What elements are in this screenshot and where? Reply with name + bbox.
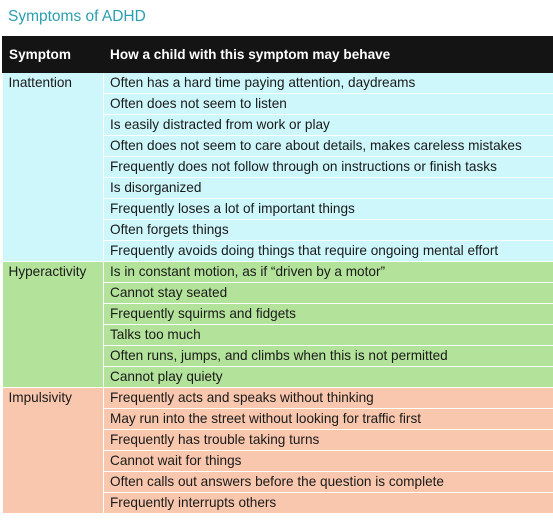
header-symptom: Symptom	[3, 37, 104, 73]
symptoms-table	[2, 36, 553, 514]
behavior-cell: Is disorganized	[104, 178, 553, 199]
behavior-cell: Frequently does not follow through on instructions or finish tasks	[104, 157, 553, 178]
behavior-cell: Cannot play quiety	[104, 367, 553, 388]
behavior-cell: Talks too much	[104, 325, 553, 346]
table-header-row	[3, 37, 553, 73]
table-row	[3, 262, 553, 283]
behavior-cell: Cannot stay seated	[104, 283, 553, 304]
table-row	[3, 388, 553, 409]
header-behavior: How a child with this symptom may behave	[104, 37, 553, 73]
behavior-cell: Frequently interrupts others	[104, 493, 553, 514]
category-impulsivity: Impulsivity	[3, 388, 104, 514]
behavior-cell: Is easily distracted from work or play	[104, 115, 553, 136]
behavior-cell: Often does not seem to listen	[104, 94, 553, 115]
behavior-cell: Frequently avoids doing things that require ongoing mental effort	[104, 241, 553, 262]
behavior-cell: Often runs, jumps, and climbs when this is not permitted	[104, 346, 553, 367]
behavior-cell: Frequently has trouble taking turns	[104, 430, 553, 451]
category-hyperactivity: Hyperactivity	[3, 262, 104, 388]
behavior-cell: Frequently squirms and fidgets	[104, 304, 553, 325]
behavior-cell: Frequently loses a lot of important things	[104, 199, 553, 220]
page-title: Symptoms of ADHD	[8, 8, 146, 25]
behavior-cell: Often calls out answers before the question is complete	[104, 472, 553, 493]
behavior-cell: Often forgets things	[104, 220, 553, 241]
table-row	[3, 73, 553, 94]
behavior-cell: Cannot wait for things	[104, 451, 553, 472]
behavior-cell: May run into the street without looking for traffic first	[104, 409, 553, 430]
behavior-cell: Often does not seem to care about details, makes careless mistakes	[104, 136, 553, 157]
behavior-cell: Is in constant motion, as if “driven by a motor”	[104, 262, 553, 283]
behavior-cell: Often has a hard time paying attention, daydreams	[104, 73, 553, 94]
behavior-cell: Frequently acts and speaks without thinking	[104, 388, 553, 409]
category-inattention: Inattention	[3, 73, 104, 262]
